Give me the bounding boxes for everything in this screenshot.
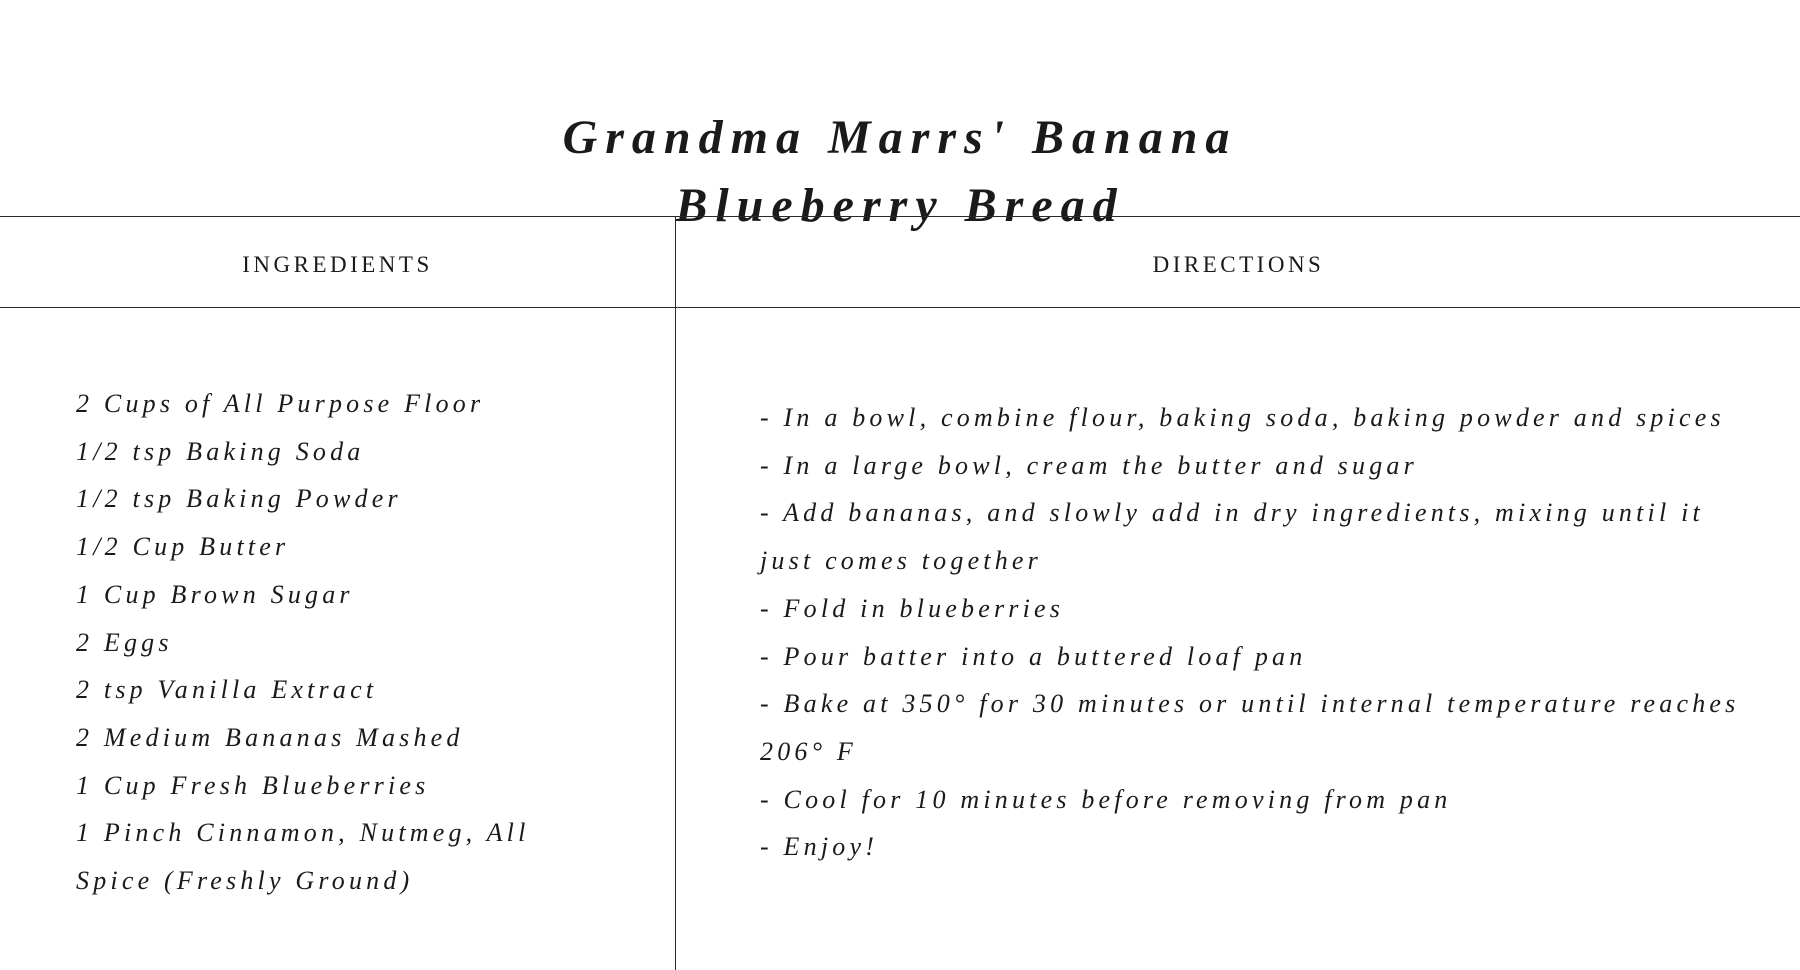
recipe-title	[0, 104, 1800, 240]
ingredient-item: 1/2 tsp Baking Powder	[76, 484, 402, 514]
direction-step: - Bake at 350° for 30 minutes or until internal temperature reaches 206° F	[760, 689, 1740, 766]
table-header-divider	[0, 307, 1800, 308]
direction-step: - Cool for 10 minutes before removing from pan	[760, 784, 1452, 814]
ingredient-item: 1/2 tsp Baking Soda	[76, 436, 365, 466]
ingredient-item: 2 Medium Bananas Mashed	[76, 722, 464, 752]
direction-step: - Pour batter into a buttered loaf pan	[760, 641, 1307, 671]
ingredient-item: 1 Cup Fresh Blueberries	[76, 770, 430, 800]
ingredients-heading: INGREDIENTS	[242, 252, 433, 277]
ingredient-item: 2 Eggs	[76, 627, 173, 657]
ingredients-list	[76, 380, 616, 905]
column-divider	[675, 216, 676, 970]
direction-step: - Enjoy!	[760, 832, 879, 862]
direction-step: - In a large bowl, cream the butter and sugar	[760, 450, 1418, 480]
directions-list	[760, 394, 1760, 871]
ingredient-item: 1 Pinch Cinnamon, Nutmeg, All Spice (Freshly Ground)	[76, 818, 530, 896]
direction-step: - Fold in blueberries	[760, 593, 1065, 623]
direction-step: - Add bananas, and slowly add in dry ingredients, mixing until it just comes together	[760, 498, 1704, 576]
ingredient-item: 2 tsp Vanilla Extract	[76, 675, 378, 705]
recipe-title-line-2: Blueberry Bread	[675, 179, 1125, 233]
ingredient-item: 1 Cup Brown Sugar	[76, 579, 354, 609]
table-top-divider	[0, 216, 1800, 217]
directions-heading: DIRECTIONS	[1152, 252, 1325, 277]
direction-step: - In a bowl, combine flour, baking soda, baking powder and spices	[760, 403, 1725, 432]
ingredient-item: 1/2 Cup Butter	[76, 532, 290, 562]
ingredient-item: 2 Cups of All Purpose Floor	[76, 389, 485, 418]
recipe-title-line-1: Grandma Marrs' Banana	[562, 111, 1238, 165]
